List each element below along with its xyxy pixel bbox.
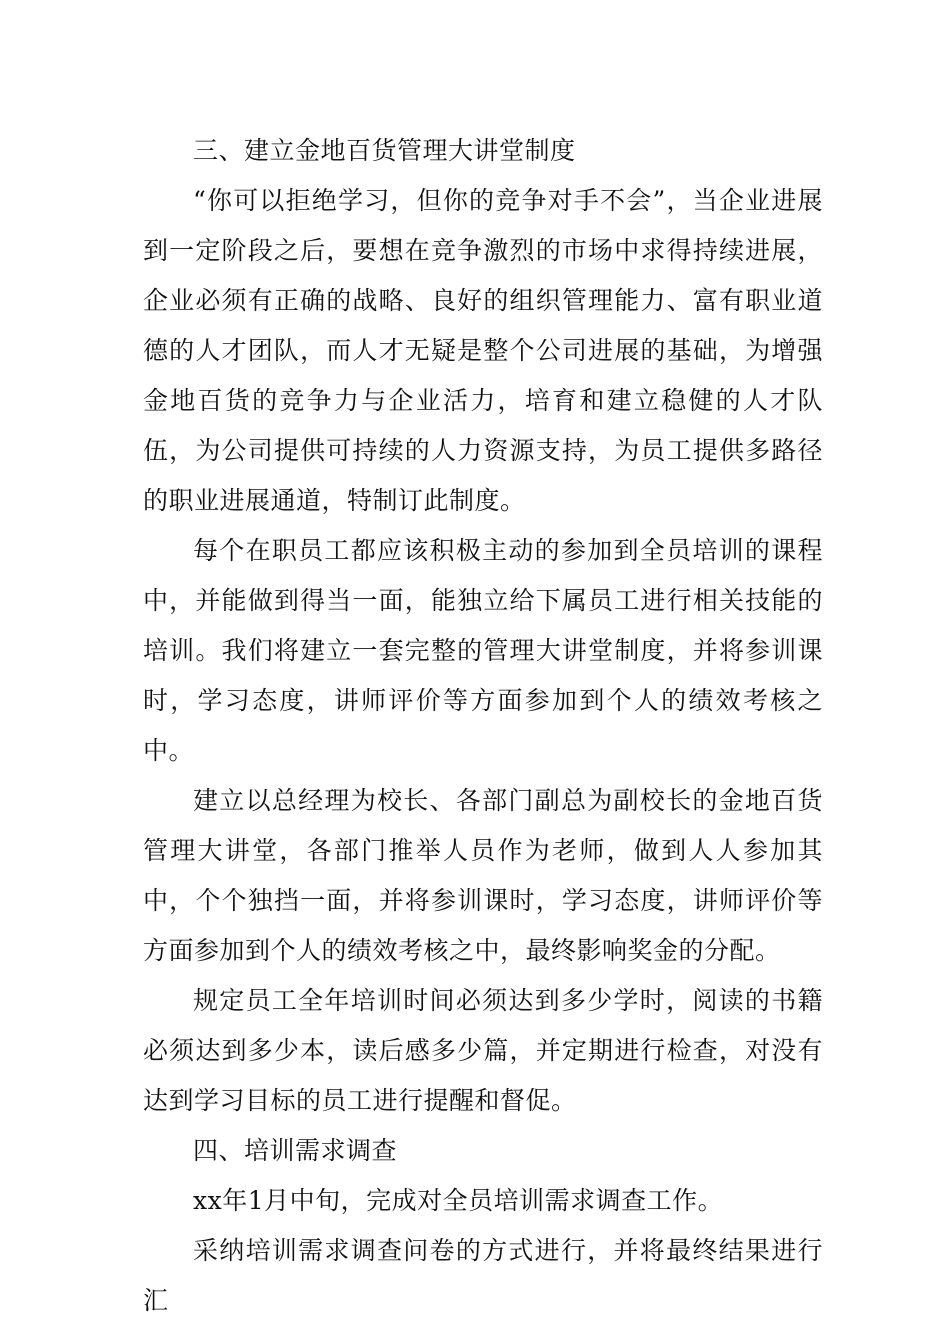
paragraph-4: 规定员工全年培训时间必须达到多少学时，阅读的书籍必须达到多少本，读后感多少篇，并定期进行检查，对没有达到学习目标的员工进行提醒和督促。 bbox=[143, 986, 823, 1115]
paragraph-2: 每个在职员工都应该积极主动的参加到全员培训的课程中，并能做到得当一面，能独立给下属员工进行相关技能的培训。我们将建立一套完整的管理大讲堂制度，并将参训课时，学习态度，讲师评价等方面参加到个人的绩效考核之中。 bbox=[143, 536, 823, 765]
paragraph-5: xx年1月中旬，完成对全员培训需求调查工作。 bbox=[193, 1186, 724, 1215]
section-heading-3: 三、建立金地百货管理大讲堂制度 bbox=[193, 136, 576, 165]
document-body bbox=[143, 126, 823, 1326]
paragraph-6: 采纳培训需求调查问卷的方式进行，并将最终结果进行汇 bbox=[143, 1236, 823, 1315]
section-heading-4: 四、培训需求调查 bbox=[193, 1136, 398, 1165]
paragraph-3: 建立以总经理为校长、各部门副总为副校长的金地百货管理大讲堂，各部门推举人员作为老师，做到人人参加其中，个个独挡一面，并将参训课时，学习态度，讲师评价等方面参加到个人的绩效考核之中，最终影响奖金的分配。 bbox=[143, 786, 823, 965]
paragraph-1: “你可以拒绝学习，但你的竞争对手不会”，当企业进展到一定阶段之后，要想在竞争激烈的市场中求得持续进展，企业必须有正确的战略、良好的组织管理能力、富有职业道德的人才团队，而人才无疑是整个公司进展的基础，为增强金地百货的竞争力与企业活力，培育和建立稳健的人才队伍，为公司提供可持续的人力资源支持，为员工提供多路径的职业进展通道，特制订此制度。 bbox=[143, 186, 823, 515]
